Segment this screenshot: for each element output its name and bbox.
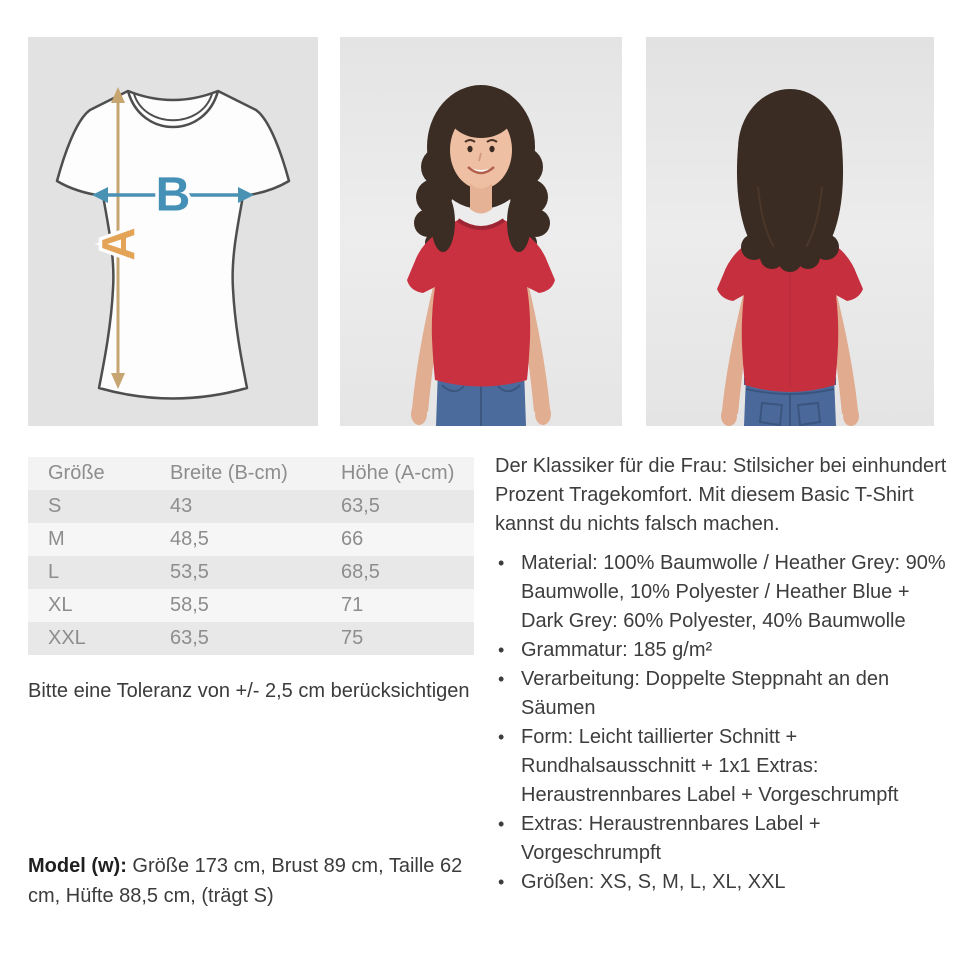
bullet-material: • Material: 100% Baumwolle / Heather Grey: 90% Baumwolle, 10% Polyester / Heather Blue + Dark Grey: 60% Polyester, 40% Baumwolle: [495, 549, 947, 636]
model-back-graphic: [646, 37, 934, 426]
size-cell: XXL: [48, 627, 86, 649]
product-description-column: [495, 452, 947, 897]
hoehe-cell: 68,5: [341, 561, 380, 583]
hoehe-cell: 71: [341, 594, 364, 616]
hair-back-view: [737, 89, 843, 272]
size-info-column: [28, 457, 474, 911]
size-diagram-graphic: [28, 37, 318, 426]
table-row-s: [28, 490, 474, 523]
description-intro: Der Klassiker für die Frau: Stilsicher bei einhundert Prozent Tragekomfort. Mit diesem Basic T-Shirt kannst du nichts falsch machen.: [495, 455, 947, 535]
bullet-form: • Form: Leicht taillierter Schnitt + Rundhalsausschnitt + 1x1 Extras: Heraustrennbares Label + Vorgeschrumpft: [495, 723, 947, 810]
label-a: A: [92, 227, 144, 261]
size-cell: L: [48, 561, 60, 583]
breite-cell: 48,5: [170, 528, 209, 550]
label-b: B: [155, 168, 191, 222]
model-text: Größe 173 cm, Brust 89 cm, Taille 62 cm, Hüfte 88,5 cm, (trägt S): [28, 855, 463, 907]
hoehe-cell: 63,5: [341, 495, 380, 517]
table-row-l: [28, 556, 474, 589]
description-bullet-list: [495, 549, 947, 897]
size-table: [28, 457, 474, 655]
breite-cell: 53,5: [170, 561, 209, 583]
model-photo-back: [646, 37, 934, 426]
breite-cell: 58,5: [170, 594, 209, 616]
breite-cell: 43: [170, 495, 193, 517]
model-measurements: [28, 851, 474, 911]
hoehe-cell: 75: [341, 627, 364, 649]
size-diagram: [28, 37, 318, 426]
model-photo-front: [340, 37, 622, 426]
table-row-m: [28, 523, 474, 556]
hair-fringe: [448, 88, 514, 138]
size-cell: S: [48, 495, 62, 517]
breite-cell: 63,5: [170, 627, 209, 649]
size-cell: XL: [48, 594, 73, 616]
col-header-breite: Breite (B-cm): [170, 462, 288, 484]
hoehe-cell: 66: [341, 528, 364, 550]
model-front-graphic: [340, 37, 622, 426]
size-table-header-row: [28, 457, 474, 490]
col-header-hoehe: Höhe (A-cm): [341, 462, 455, 484]
bullet-verarbeitung: • Verarbeitung: Doppelte Steppnaht an den Säumen: [495, 665, 947, 723]
col-header-groesse: Größe: [48, 462, 105, 484]
tolerance-note: Bitte eine Toleranz von +/- 2,5 cm berücksichtigen: [28, 680, 470, 702]
model-label: Model (w):: [28, 855, 127, 877]
table-row-xl: [28, 589, 474, 622]
bullet-extras: • Extras: Heraustrennbares Label + Vorgeschrumpft: [495, 810, 947, 868]
bullet-groessen: • Größen: XS, S, M, L, XL, XXL: [495, 868, 947, 897]
table-row-xxl: [28, 622, 474, 655]
size-cell: M: [48, 528, 65, 550]
product-image-row: [28, 37, 934, 426]
bullet-grammatur: • Grammatur: 185 g/m²: [495, 636, 947, 665]
